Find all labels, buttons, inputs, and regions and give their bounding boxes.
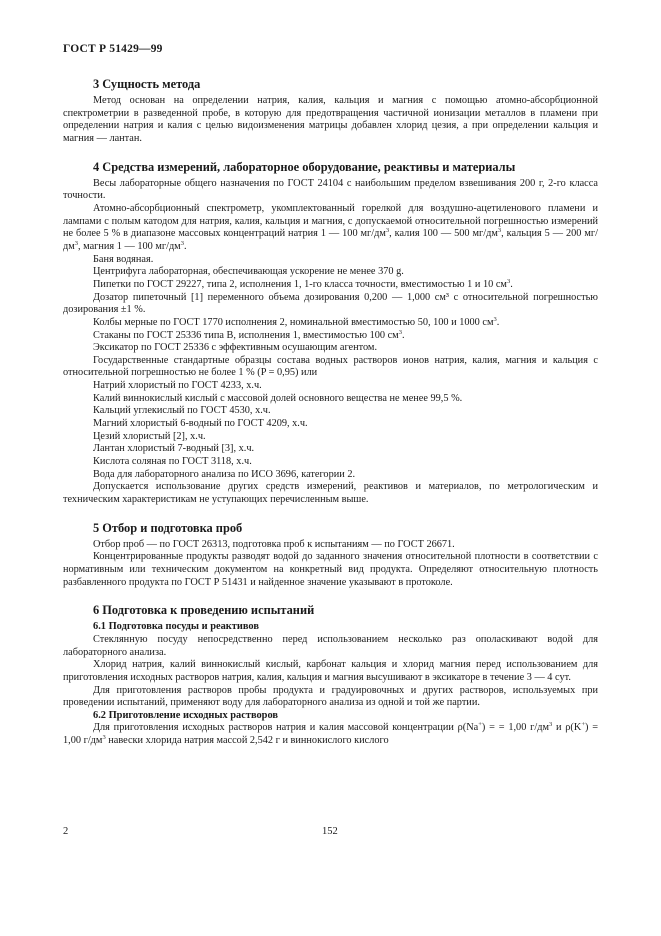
paragraph: Отбор проб — по ГОСТ 26313, подготовка проб к испытаниям — по ГОСТ 26671. bbox=[93, 538, 455, 550]
paragraph: Допускается использование других средств измерений, реактивов и материалов, по метрологическим и техническим характеристикам не уступающих перечисленным выше. bbox=[63, 481, 598, 506]
paragraph: Для приготовления исходных растворов натрия и калия массовой концентрации ρ(Na+) = = 1,00 $г/дм^3$ и ρ(K+) = 1,00 $г/дм^3$ навески хлорида натрия массой 2,542 г и виннокислого кислого bbox=[63, 721, 599, 747]
paragraph: Концентрированные продукты разводят водой до заданного значения относительной плотности в соответствии с нормативным или техническим документом на конкретный вид продукта. Определяют относительную плотность разбавленного продукта по ГОСТ Р 51431 и найденное значение указывают в протоколе. bbox=[63, 551, 598, 588]
paragraph: Эксикатор по ГОСТ 25336 с эффективным осушающим агентом. bbox=[93, 342, 378, 354]
paragraph: Хлорид натрия, калий виннокислый кислый, карбонат кальция и хлорид магния перед использованием для приготовления исходных растворов натрия, калия, кальция и магния высушивают в эксикаторе в течение 3 — 4 сут. bbox=[63, 659, 598, 683]
paragraph: Центрифуга лабораторная, обеспечивающая ускорение не менее 370 g. bbox=[93, 266, 404, 278]
paragraph: Стаканы по ГОСТ 25336 типа В, исполнения 1, вместимостью 100 $см^3$. bbox=[93, 328, 405, 341]
section-6-title: 6 Подготовка к проведению испытаний bbox=[93, 603, 315, 618]
document-body bbox=[63, 76, 598, 748]
paragraph: Колбы мерные по ГОСТ 1770 исполнения 2, номинальной вместимостью 50, 100 и 1000 $см^3$. bbox=[93, 315, 500, 328]
paragraph: Метод основан на определении натрия, калия, кальция и магния с помощью атомно-абсорбционной спектрометрии в разведенной пробе, в которую для предотвращения частичной ионизации металлов в пламени при определении натрия и калия с целью видоизменения матрицы добавлен хлорид цезия, а при определении кальция и магния — лантан. bbox=[63, 95, 598, 144]
section-4-title: 4 Средства измерений, лабораторное оборудование, реактивы и материалы bbox=[93, 159, 516, 174]
paragraph: Государственные стандартные образцы состава водных растворов ионов натрия, калия, магния и кальция с относительной погрешностью не более 1 % (P = 0,95) или bbox=[63, 354, 598, 379]
page-number-left: 2 bbox=[63, 826, 69, 837]
subsection-6-2-title: 6.2 Приготовление исходных растворов bbox=[93, 709, 279, 721]
paragraph: Кислота соляная по ГОСТ 3118, х.ч. bbox=[93, 456, 252, 468]
paragraph: Дозатор пипеточный [1] переменного объема дозирования 0,200 — 1,000 см³ с относительной погрешностью дозирования ±1 %. bbox=[63, 291, 598, 316]
paragraph: Кальций углекислый по ГОСТ 4530, х.ч. bbox=[93, 405, 271, 417]
paragraph: Атомно-абсорбционный спектрометр, укомплектованный горелкой для воздушно-ацетиленового пламени и лампами с полым катодом для натрия, калия, кальция и магния, с допускаемой относительной погрешностью измерений не более 5 % в диапазоне массовых концентраций натрия 1 — 100 $мг/дм^3$, калия 100 — 500 $мг/дм^3$, кальция 5 — 200 $мг/дм^3$, магния 1 — 100 $мг/дм^3$. bbox=[63, 202, 598, 252]
paragraph: Пипетки по ГОСТ 29227, типа 2, исполнения 1, 1-го класса точности, вместимостью 1 и 10 $см^3$. bbox=[93, 277, 513, 290]
paragraph: Натрий хлористый по ГОСТ 4233, х.ч. bbox=[93, 380, 262, 392]
paragraph: Баня водяная. bbox=[93, 253, 154, 265]
page-number-center: 152 bbox=[322, 826, 338, 837]
paragraph: Весы лабораторные общего назначения по ГОСТ 24104 с наибольшим пределом взвешивания 200 г, 2-го класса точности. bbox=[63, 177, 598, 202]
section-3-title: 3 Сущность метода bbox=[93, 77, 201, 91]
paragraph: Вода для лабораторного анализа по ИСО 3696, категории 2. bbox=[93, 468, 356, 480]
paragraph: Цезий хлористый [2], х.ч. bbox=[93, 430, 206, 442]
paragraph: Лантан хлористый 7-водный [3], х.ч. bbox=[93, 443, 255, 455]
paragraph: Для приготовления растворов пробы продукта и градуировочных и других растворов, используемых при проведении испытаний, применяют воду для лабораторного анализа из одной и той же партии. bbox=[63, 684, 598, 709]
paragraph: Стеклянную посуду непосредственно перед использованием несколько раз ополаскивают водой для лабораторного анализа. bbox=[63, 633, 598, 658]
paragraph: Магний хлористый 6-водный по ГОСТ 4209, х.ч. bbox=[93, 418, 308, 430]
paragraph: Калий виннокислый кислый с массовой долей основного вещества не менее 99,5 %. bbox=[93, 392, 463, 404]
section-5-title: 5 Отбор и подготовка проб bbox=[93, 520, 243, 535]
subsection-6-1-title: 6.1 Подготовка посуды и реактивов bbox=[93, 621, 259, 633]
document-header: ГОСТ Р 51429—99 bbox=[63, 43, 163, 55]
